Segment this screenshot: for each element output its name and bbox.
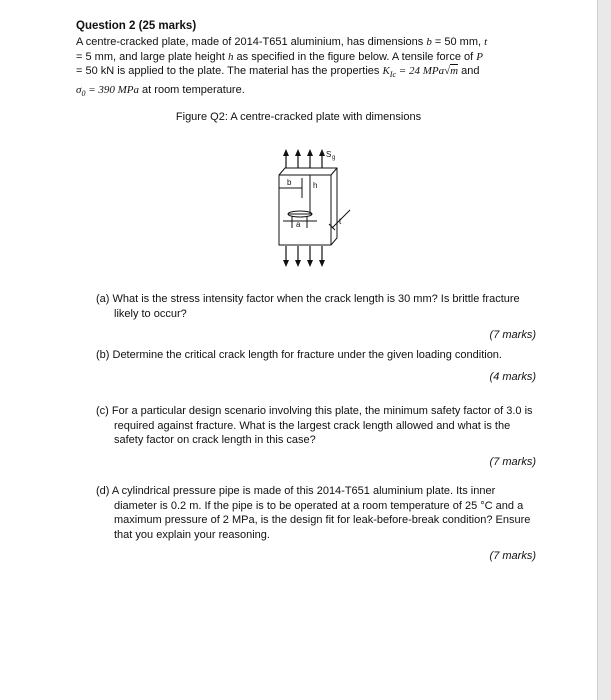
t-label: t — [339, 217, 342, 226]
part-b-text: (b) Determine the critical crack length for fracture under the given loading condition. — [96, 349, 502, 361]
intro-text: and — [458, 65, 480, 77]
sigma-label: S — [326, 150, 332, 159]
bottom-arrowhead-2 — [295, 260, 301, 267]
var-p: P — [476, 50, 483, 63]
centre-cracked-plate-figure — [262, 146, 362, 272]
figure-caption: Figure Q2: A centre-cracked plate with dimensions — [175, 111, 422, 123]
question-part-b — [96, 348, 536, 384]
h-label: h — [313, 181, 318, 190]
part-d-marks: (7 marks) — [489, 550, 536, 562]
kic-subscript: Ic — [389, 70, 397, 80]
part-d-text: (d) A cylindrical pressure pipe is made of this 2014-T651 aluminium plate. Its inner diameter is 0.2 m. If the pipe is to be operated at a room temperature of 25 °C and a maximum pressure of 2 MPa, is the design fit for leak-before-break condition? Ensure that you explain your reasoning. — [96, 485, 531, 541]
bottom-arrowhead-4 — [319, 260, 325, 267]
intro-text: = 5 mm, and large plate height — [76, 50, 228, 63]
var-b: b — [426, 36, 432, 48]
sigma-subscript: 0 — [81, 88, 86, 98]
sigma-char: σ — [76, 83, 82, 96]
plate-corner-edge — [331, 168, 337, 175]
top-arrowhead-4 — [319, 149, 325, 156]
part-a-text: (a) What is the stress intensity factor when the crack length is 30 mm? Is brittle fracture likely to occur? — [96, 293, 520, 320]
sigma-symbol — [76, 84, 139, 96]
dimension-t-tick — [329, 224, 335, 230]
sigma-label-subscript: g — [332, 155, 336, 161]
var-t: t — [484, 36, 488, 48]
question-part-a — [96, 292, 536, 343]
intro-line-2 — [76, 50, 538, 65]
top-arrowhead-3 — [307, 149, 313, 156]
bottom-arrowhead-1 — [283, 260, 289, 267]
intro-text: = 50 kN is applied to the plate. The material has the properties — [76, 65, 383, 77]
intro-text: at room temperature. — [139, 83, 245, 96]
intro-text: as specified in the figure below. A tensile force of — [233, 50, 477, 63]
bottom-arrowhead-3 — [307, 260, 313, 267]
sigma-value: = 390 MPa — [85, 83, 139, 96]
kic-k: K — [382, 65, 390, 77]
kic-value: = 24 MPa — [396, 65, 445, 77]
part-a-marks: (7 marks) — [489, 329, 536, 341]
question-heading: Question 2 (25 marks) — [76, 20, 197, 32]
intro-text: = 50 mm, — [431, 36, 485, 48]
part-c-text: (c) For a particular design scenario involving this plate, the minimum safety factor of 3.0 is required against fracture. What is the largest crack length allowed and what is the safety factor on crack length in this case? — [96, 405, 533, 446]
intro-text: A centre-cracked plate, made of 2014-T651 aluminium, has dimensions — [76, 36, 427, 48]
part-c-marks: (7 marks) — [489, 455, 536, 468]
intro-line-3 — [76, 64, 538, 83]
intro-line-4 — [76, 83, 538, 102]
a-label: a — [296, 220, 301, 229]
question-part-d — [96, 484, 536, 564]
kic-root-unit: m — [450, 65, 459, 77]
top-arrowhead-2 — [295, 149, 301, 156]
question-intro — [76, 35, 538, 101]
var-h: h — [227, 50, 234, 63]
intro-line-1 — [76, 35, 538, 50]
b-label: b — [287, 178, 292, 187]
kic-symbol — [382, 65, 459, 80]
top-arrowhead-1 — [283, 149, 289, 156]
question-part-c — [96, 404, 536, 469]
part-b-marks: (4 marks) — [489, 370, 536, 383]
sqrt-icon: √ — [444, 65, 451, 77]
